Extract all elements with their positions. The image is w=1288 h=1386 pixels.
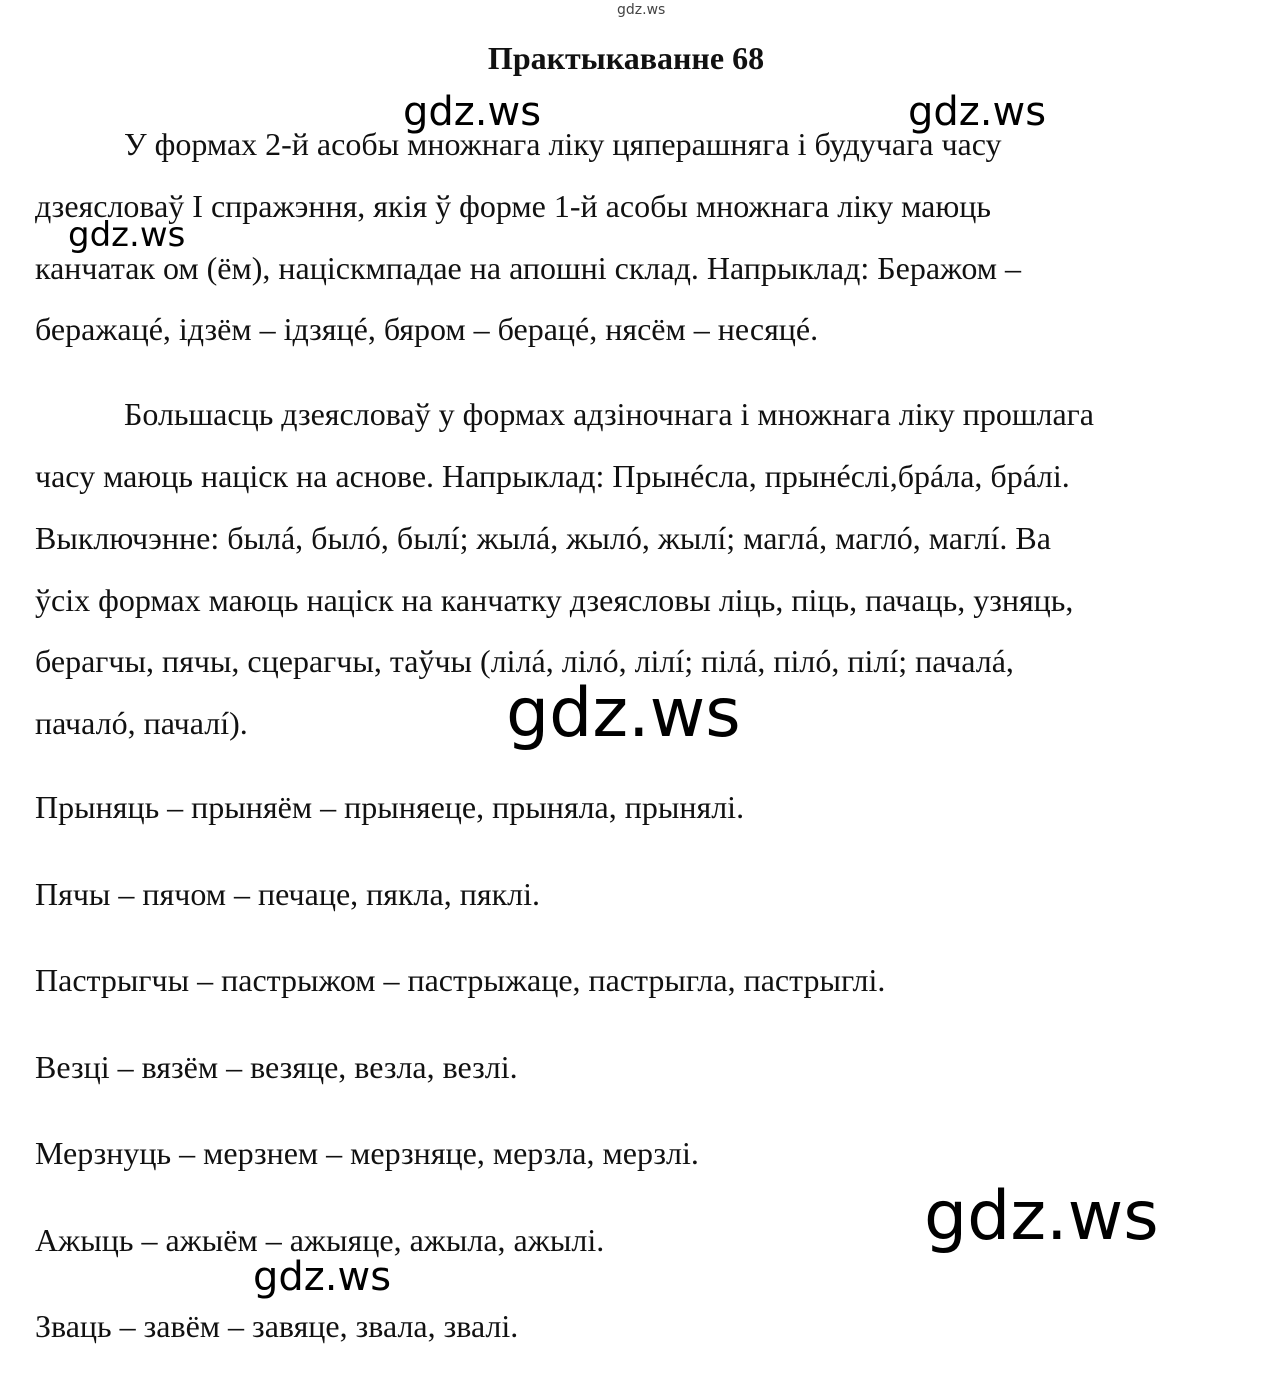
example-line: Пастрыгчы – пастрыжом – пастрыжаце, пастрыгла, пастрыглі. [35,962,886,998]
page-title: Практыкаванне 68 [487,40,765,76]
paragraph-2-line: Большасць дзеясловаў у формах адзіночнага і множнага ліку прошлага [124,396,1094,432]
example-line: Везці – вязём – везяце, везла, везлі. [35,1049,518,1085]
watermark-text: gdz.ws [924,1177,1159,1256]
watermark-text: gdz.ws [617,2,666,18]
paragraph-1-line: беражацé, ідзём – ідзяцé, бяром – берацé, нясём – несяцé. [35,311,819,347]
paragraph-2-line: пачалó, пачалí). [35,705,248,741]
watermark-text: gdz.ws [68,215,186,255]
watermark-text: gdz.ws [253,1254,392,1300]
example-line: Мерзнуць – мерзнем – мерзняце, мерзла, мерзлі. [35,1135,699,1171]
paragraph-1-line: канчатак ом (ём), націскмпадае на апошні склад. Напрыклад: Беражом – [35,250,1021,286]
watermark-text: gdz.ws [506,674,741,753]
paragraph-1-line: У формах 2-й асобы множнага ліку цяперашняга і будучага часу [124,126,1002,162]
example-line: Прыняць – прыняём – прыняеце, прыняла, прынялі. [35,789,745,825]
watermark-text: gdz.ws [908,89,1047,135]
watermark-text: gdz.ws [403,89,542,135]
paragraph-2-line: ўсіх формах маюць націск на канчатку дзеясловы ліць, піць, пачаць, узняць, [35,582,1074,618]
paragraph-1-line: дзеясловаў I спражэння, якія ў форме 1-й асобы множнага ліку маюць [35,188,991,224]
paragraph-2-line: часу маюць націск на аснове. Напрыклад: Прынécла, прынéслі,брáла, брáлі. [35,458,1070,494]
example-line: Зваць – завём – завяце, звала, звалі. [35,1308,519,1344]
example-line: Ажыць – ажыём – ажыяце, ажыла, ажылі. [35,1222,605,1258]
example-line: Пячы – пячом – печаце, пякла, пяклі. [35,876,540,912]
paragraph-2-line: берагчы, пячы, сцерагчы, таўчы (лілá, лілó, лілí; пілá, пілó, пілí; пачалá, [35,643,1014,679]
paragraph-2-line: Выключэнне: былá, былó, былí; жылá, жылó, жылí; маглá, маглó, маглí. Ва [35,520,1051,556]
